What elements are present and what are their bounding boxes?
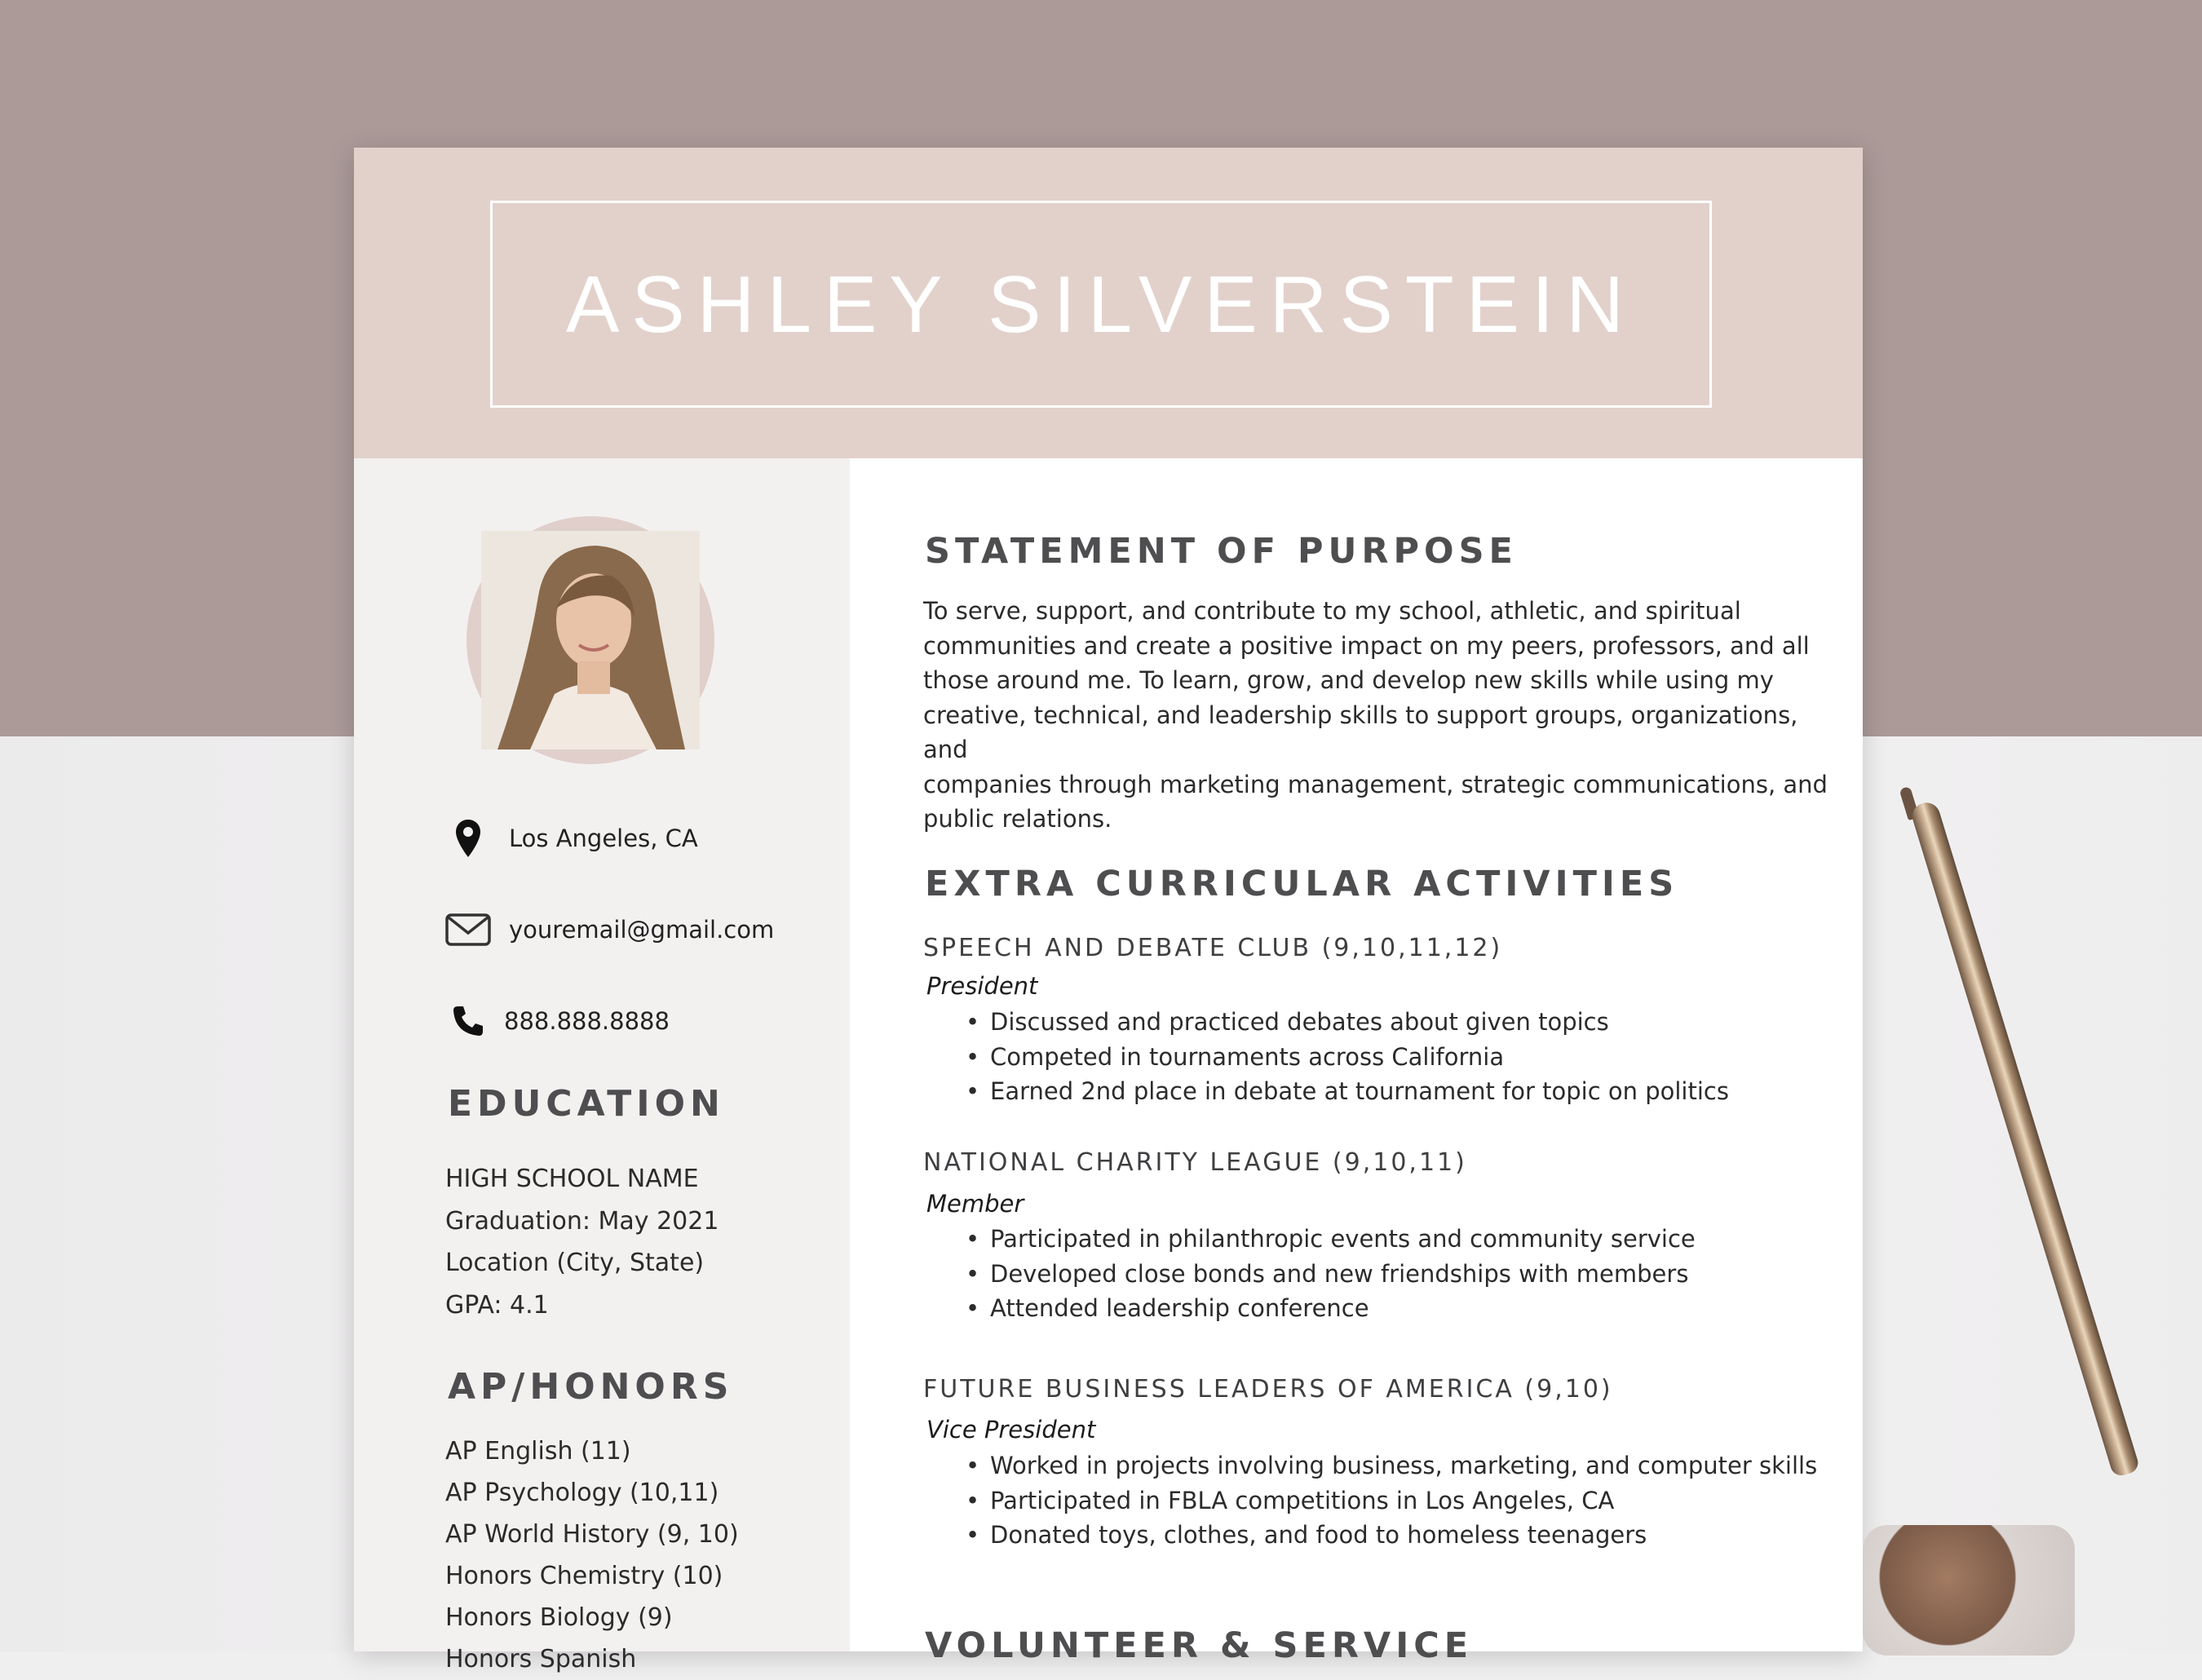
bullet-icon: • [966, 1486, 980, 1514]
honors-item: AP World History (9, 10) [445, 1520, 739, 1549]
phone-text: 888.888.8888 [504, 1007, 670, 1035]
honors-item: AP Psychology (10,11) [445, 1479, 719, 1507]
list-item [966, 1518, 1817, 1553]
purpose-line: those around me. To learn, grow, and develop new skills while using my [923, 666, 1774, 694]
education-line: GPA: 4.1 [445, 1290, 549, 1320]
profile-photo [481, 531, 700, 749]
honors-item: Honors Chemistry (10) [445, 1562, 723, 1590]
activity-title: FUTURE BUSINESS LEADERS OF AMERICA (9,10) [923, 1375, 1613, 1404]
purpose-line: public relations. [923, 805, 1112, 833]
contact-location [444, 814, 698, 863]
education-line: HIGH SCHOOL NAME [445, 1165, 699, 1193]
purpose-line: communities and create a positive impact on my peers, professors, and all [923, 631, 1810, 660]
bullet-icon: • [966, 1225, 980, 1253]
education-line: Location (City, State) [445, 1249, 705, 1278]
list-item [966, 1483, 1817, 1519]
purpose-heading: STATEMENT OF PURPOSE [925, 531, 1518, 572]
education-line: Graduation: May 2021 [445, 1206, 719, 1236]
honors-item: Honors Biology (9) [445, 1603, 673, 1632]
purpose-text [923, 594, 1837, 837]
volunteer-heading: VOLUNTEER & SERVICE [925, 1625, 1474, 1666]
list-item [966, 1257, 1696, 1292]
profile-photo-frame [466, 516, 714, 764]
activity-bullets [966, 1005, 1729, 1109]
name-frame [490, 201, 1712, 408]
list-item [966, 1074, 1729, 1109]
education-heading: EDUCATION [448, 1083, 725, 1125]
list-item [966, 1448, 1817, 1483]
activity-bullets [966, 1222, 1696, 1326]
bullet-icon: • [966, 1042, 980, 1071]
list-item [966, 1005, 1729, 1040]
clip-tray-decoration [1863, 1525, 2075, 1656]
bullet-icon: • [966, 1259, 980, 1288]
honors-heading: AP/HONORS [448, 1366, 734, 1408]
activities-heading: EXTRA CURRICULAR ACTIVITIES [925, 864, 1679, 904]
honors-item: AP English (11) [445, 1437, 631, 1466]
bullet-icon: • [966, 1077, 980, 1105]
activity-role: Vice President [926, 1416, 1096, 1443]
contact-email [444, 905, 774, 954]
bullet-icon: • [966, 1294, 980, 1322]
bullet-icon: • [966, 1521, 980, 1549]
contact-phone [444, 997, 670, 1046]
location-text: Los Angeles, CA [509, 825, 698, 852]
bullet-text: Participated in philanthropic events and community service [990, 1225, 1696, 1253]
resume-page [354, 148, 1863, 1673]
bullet-text: Donated toys, clothes, and food to homeless teenagers [990, 1521, 1647, 1549]
activity-title: SPEECH AND DEBATE CLUB (9,10,11,12) [923, 934, 1503, 962]
bullet-text: Competed in tournaments across California [990, 1042, 1505, 1071]
activity-title: NATIONAL CHARITY LEAGUE (9,10,11) [923, 1148, 1467, 1177]
person-portrait-icon [481, 531, 700, 749]
bullet-text: Worked in projects involving business, marketing, and computer skills [990, 1452, 1818, 1479]
map-pin-icon [444, 814, 493, 863]
email-text: youremail@gmail.com [509, 916, 775, 944]
resume-name: ASHLEY SILVERSTEIN [565, 259, 1637, 349]
list-item [966, 1040, 1729, 1075]
bullet-text: Participated in FBLA competitions in Los Angeles, CA [990, 1486, 1615, 1514]
phone-icon [444, 997, 493, 1046]
envelope-icon [444, 905, 493, 954]
activity-role: Member [926, 1190, 1024, 1218]
education-list [445, 1158, 719, 1326]
bullet-icon: • [966, 1008, 980, 1036]
bullet-text: Earned 2nd place in debate at tournament for topic on politics [990, 1077, 1729, 1105]
purpose-line: To serve, support, and contribute to my school, athletic, and spiritual [923, 597, 1741, 625]
resume-header [354, 148, 1863, 458]
purpose-line: creative, technical, and leadership skills to support groups, organizations, and [923, 701, 1798, 763]
list-item [966, 1222, 1696, 1257]
list-item [966, 1291, 1696, 1326]
honors-list [445, 1430, 739, 1680]
activity-bullets [966, 1448, 1817, 1553]
bullet-text: Discussed and practiced debates about given topics [990, 1008, 1609, 1036]
activity-role: President [926, 972, 1038, 1000]
bullet-text: Attended leadership conference [990, 1294, 1369, 1322]
honors-item: Honors Spanish [445, 1645, 637, 1673]
bullet-icon: • [966, 1452, 980, 1479]
purpose-line: companies through marketing management, strategic communications, and [923, 770, 1828, 798]
bullet-text: Developed close bonds and new friendships with members [990, 1259, 1689, 1288]
